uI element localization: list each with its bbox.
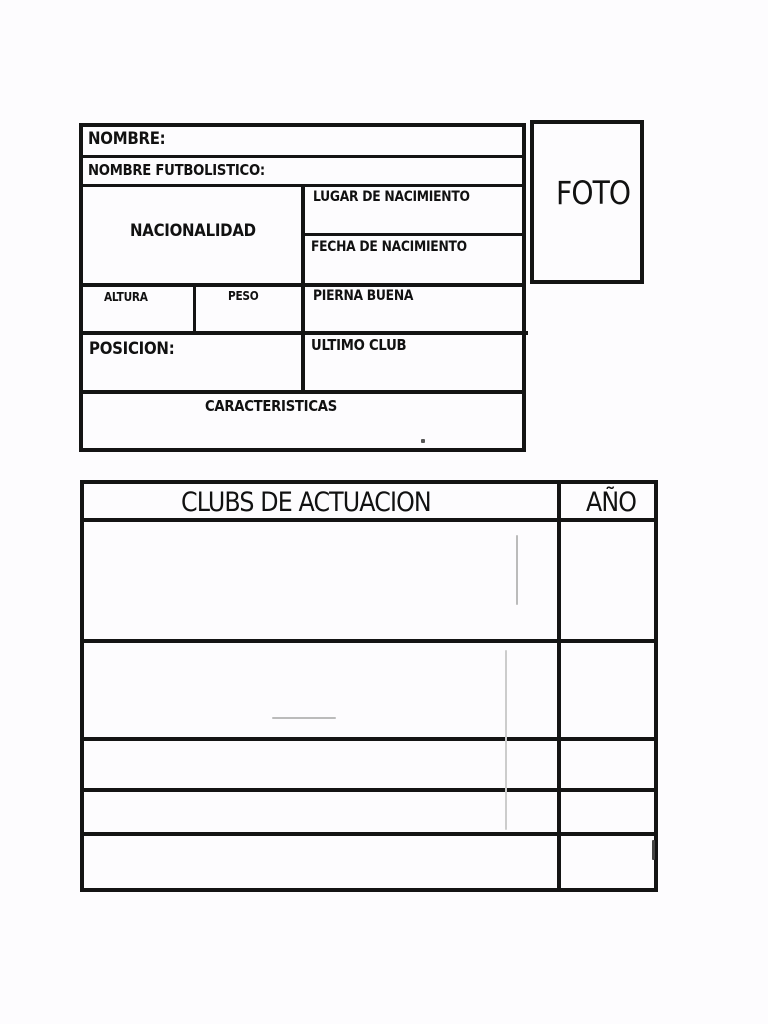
posicion-label: POSICION: — [89, 339, 175, 359]
pierna-buena-label: PIERNA BUENA — [313, 288, 414, 304]
lugar-nacimiento-label: LUGAR DE NACIMIENTO — [313, 189, 470, 205]
table-row — [84, 792, 557, 832]
peso-label: PESO — [228, 289, 259, 303]
scan-speck — [272, 717, 336, 719]
year-column-divider — [557, 482, 561, 890]
divider — [79, 155, 526, 158]
scan-speck — [516, 535, 518, 605]
year-header: AÑO — [586, 487, 637, 518]
scan-speck — [505, 650, 507, 830]
clubs-header: CLUBS DE ACTUACION — [181, 487, 431, 518]
divider — [302, 233, 526, 236]
nombre-label: NOMBRE: — [88, 129, 166, 149]
altura-label: ALTURA — [104, 290, 148, 304]
scan-speck — [652, 840, 655, 860]
ultimo-club-label: ULTIMO CLUB — [311, 336, 407, 354]
nombre-futbolistico-label: NOMBRE FUTBOLISTICO: — [88, 161, 265, 179]
table-row — [84, 643, 557, 737]
foto-label: FOTO — [556, 174, 631, 212]
table-row — [84, 522, 557, 639]
scan-speck — [421, 439, 425, 443]
fecha-nacimiento-label: FECHA DE NACIMIENTO — [311, 239, 467, 255]
divider — [193, 284, 196, 334]
table-row — [84, 741, 557, 788]
divider — [301, 184, 305, 392]
nacionalidad-label: NACIONALIDAD — [130, 221, 256, 241]
caracteristicas-label: CARACTERISTICAS — [205, 397, 337, 415]
table-row — [84, 836, 557, 888]
